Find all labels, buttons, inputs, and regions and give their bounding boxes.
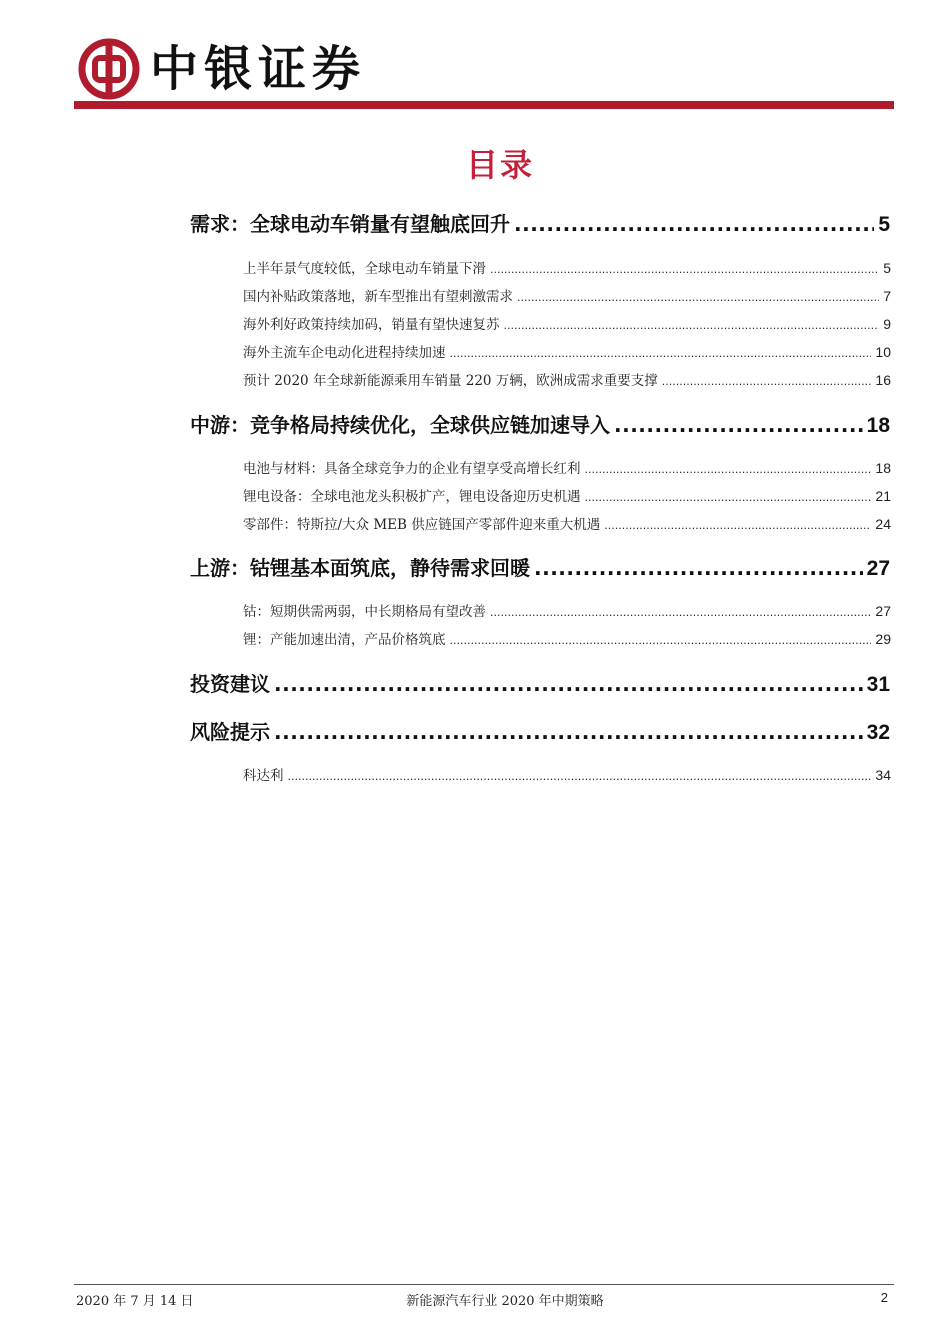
toc-leader-dots bbox=[514, 212, 874, 236]
toc-leader-dots bbox=[504, 319, 880, 332]
toc-leader-dots bbox=[490, 263, 879, 276]
toc-entry-level2[interactable] bbox=[243, 313, 891, 333]
toc-entry-text: 投资建议 bbox=[190, 672, 270, 696]
toc-entry-page: 27 bbox=[866, 557, 890, 580]
toc-entry-text: 国内补贴政策落地，新车型推出有望刺激需求 bbox=[243, 289, 513, 305]
toc-entry-text: 风险提示 bbox=[190, 720, 270, 744]
toc-leader-dots bbox=[517, 291, 879, 304]
footer-rule bbox=[74, 1284, 894, 1285]
toc-leader-dots bbox=[450, 347, 872, 360]
toc-entry-text: 钴：短期供需两弱，中长期格局有望改善 bbox=[243, 604, 486, 620]
toc-entry-text: 锂电设备：全球电池龙头积极扩产，锂电设备迎历史机遇 bbox=[243, 489, 581, 505]
toc-leader-dots bbox=[604, 519, 871, 532]
toc-entry-text: 需求：全球电动车销量有望触底回升 bbox=[190, 212, 510, 236]
toc-entry-page: 21 bbox=[875, 488, 891, 504]
toc-leader-dots bbox=[288, 770, 872, 783]
toc-entry-text: 零部件：特斯拉/大众 MEB 供应链国产零部件迎来重大机遇 bbox=[243, 517, 601, 533]
toc-entry-level2[interactable] bbox=[243, 257, 891, 277]
toc-entry-level2[interactable] bbox=[243, 513, 891, 533]
toc-entry-text: 中游：竞争格局持续优化，全球供应链加速导入 bbox=[190, 413, 610, 437]
toc-entry-page: 24 bbox=[875, 516, 891, 532]
toc-leader-dots bbox=[274, 720, 863, 744]
toc-entry-level1[interactable] bbox=[190, 552, 890, 581]
toc-entry-level2[interactable] bbox=[243, 485, 891, 505]
toc-entry-page: 9 bbox=[883, 316, 891, 332]
toc-entry-text: 电池与材料：具备全球竞争力的企业有望享受高增长红利 bbox=[243, 461, 581, 477]
toc-entry-page: 32 bbox=[866, 721, 890, 744]
header-rule bbox=[74, 101, 894, 109]
toc-leader-dots bbox=[585, 463, 872, 476]
toc-entry-page: 5 bbox=[883, 260, 891, 276]
toc-entry-page: 7 bbox=[883, 288, 891, 304]
toc-entry-page: 27 bbox=[875, 603, 891, 619]
toc-entry-level2[interactable] bbox=[243, 764, 891, 784]
toc-leader-dots bbox=[585, 491, 872, 504]
toc-entry-text: 锂：产能加速出清，产品价格筑底 bbox=[243, 632, 446, 648]
toc-entry-level2[interactable] bbox=[243, 457, 891, 477]
footer-date: 2020 年 7 月 14 日 bbox=[76, 1294, 194, 1309]
toc-entry-page: 31 bbox=[866, 673, 890, 696]
footer-report-title: 新能源汽车行业 2020 年中期策略 bbox=[406, 1294, 604, 1309]
toc-entry-page: 34 bbox=[875, 767, 891, 783]
toc-entry-text: 上游：钴锂基本面筑底，静待需求回暖 bbox=[190, 556, 530, 580]
toc-entry-text: 海外主流车企电动化进程持续加速 bbox=[243, 345, 446, 361]
toc-entry-text: 科达利 bbox=[243, 768, 284, 784]
toc-entry-level2[interactable] bbox=[243, 369, 891, 389]
toc-entry-level1[interactable] bbox=[190, 668, 890, 697]
toc-entry-level1[interactable] bbox=[190, 716, 890, 745]
toc-entry-level2[interactable] bbox=[243, 341, 891, 361]
toc-entry-level2[interactable] bbox=[243, 600, 891, 620]
footer-page-number: 2 bbox=[880, 1290, 888, 1305]
toc-entry-text: 预计 2020 年全球新能源乘用车销量 220 万辆，欧洲成需求重要支撑 bbox=[243, 373, 658, 389]
toc-title: 目录 bbox=[465, 146, 534, 184]
toc-entry-page: 29 bbox=[875, 631, 891, 647]
toc-entry-page: 5 bbox=[878, 213, 890, 236]
toc-leader-dots bbox=[614, 413, 863, 437]
toc-entry-level1[interactable] bbox=[190, 208, 890, 237]
toc-entry-level2[interactable] bbox=[243, 628, 891, 648]
toc-leader-dots bbox=[662, 375, 872, 388]
toc-entry-level1[interactable] bbox=[190, 409, 890, 438]
toc-leader-dots bbox=[534, 556, 863, 580]
bank-of-china-logo-icon bbox=[78, 38, 140, 100]
toc-entry-page: 18 bbox=[875, 460, 891, 476]
toc-entry-level2[interactable] bbox=[243, 285, 891, 305]
toc-leader-dots bbox=[490, 606, 871, 619]
toc-leader-dots bbox=[450, 634, 872, 647]
toc-entry-page: 10 bbox=[875, 344, 891, 360]
toc-entry-page: 16 bbox=[875, 372, 891, 388]
toc-entry-page: 18 bbox=[866, 414, 890, 437]
toc-leader-dots bbox=[274, 672, 863, 696]
toc-entry-text: 上半年景气度较低，全球电动车销量下滑 bbox=[243, 261, 486, 277]
toc-entry-text: 海外利好政策持续加码，销量有望快速复苏 bbox=[243, 317, 500, 333]
brand-name: 中银证券 bbox=[150, 41, 367, 97]
